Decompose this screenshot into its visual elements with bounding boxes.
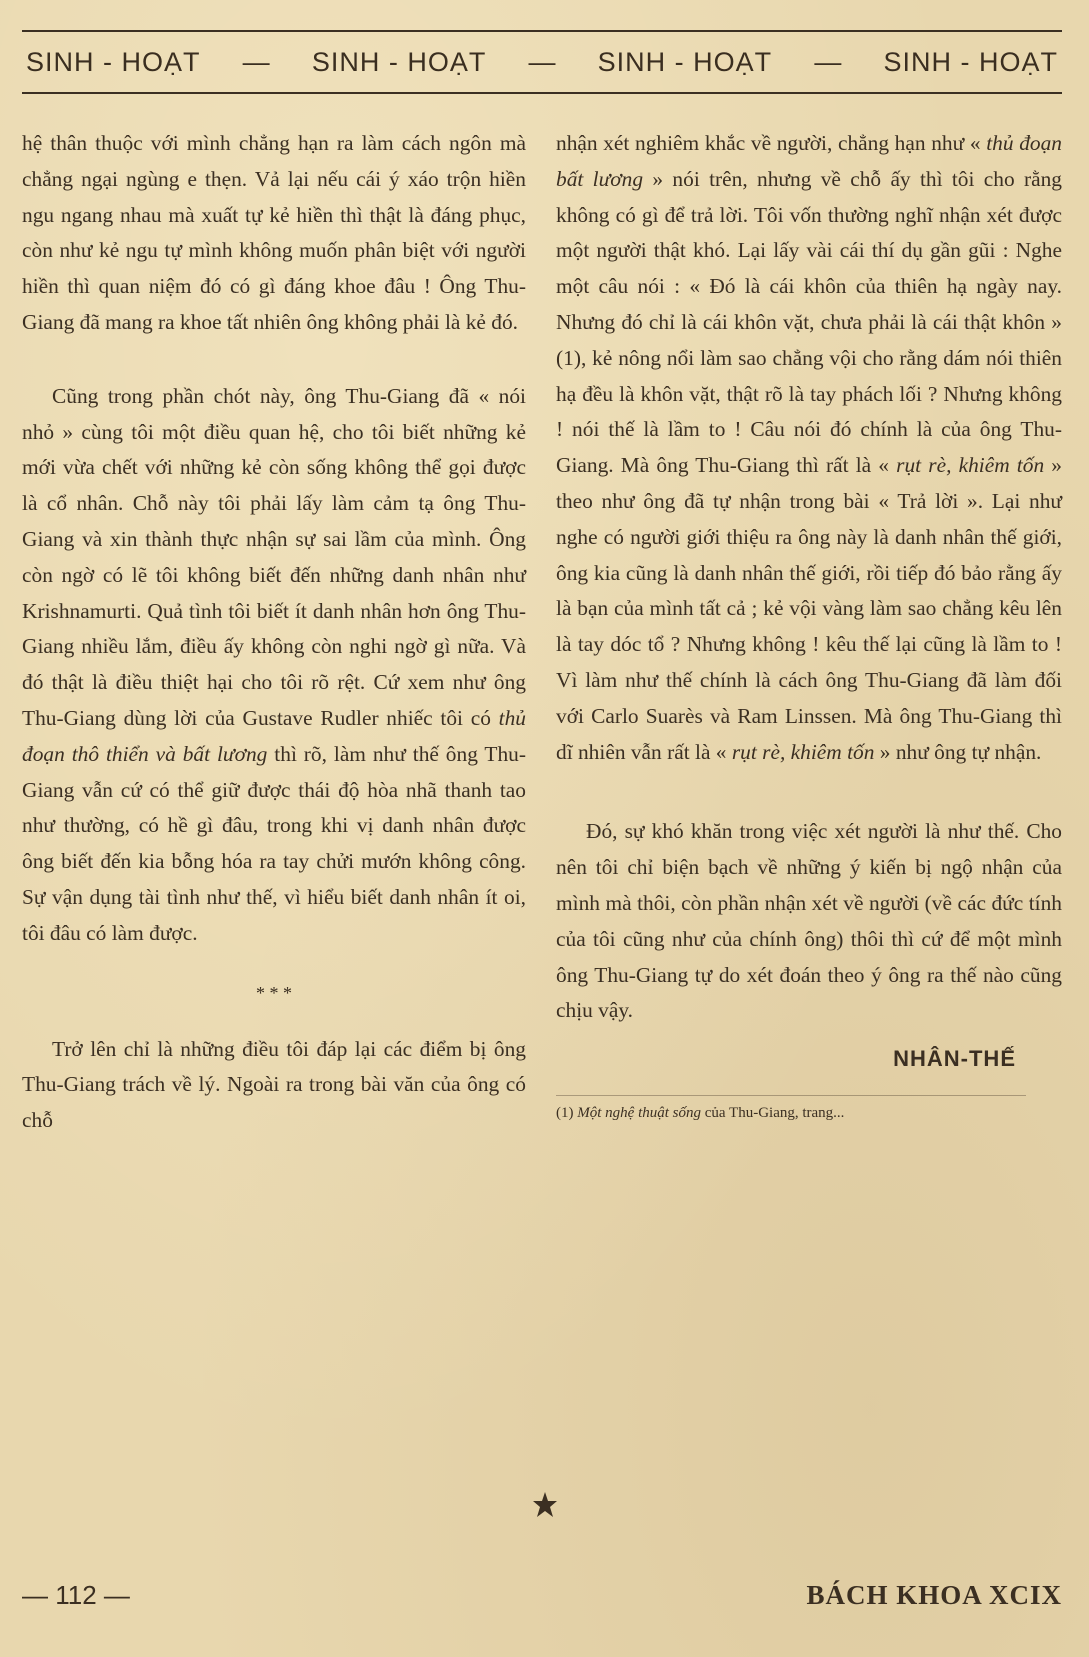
italic-quote: rụt rè, khiêm tốn xyxy=(731,739,875,764)
header-separator: — xyxy=(528,46,556,77)
paragraph: hệ thân thuộc với mình chẳng hạn ra làm cách ngôn mà chẳng ngại ngùng e thẹn. Vả lại nếu cái ý xáo trộn hiền ngu ngang nhau mà xuất tự kẻ hiền thì thật là đáng phục, còn như kẻ ngu tự mình không muốn phân biệt với người hiền thì quan niệm đó có gì đáng khoe đâu ! Ông Thu-Giang đã mang ra khoe tất nhiên ông không phải là kẻ đó. xyxy=(22,131,526,334)
italic-quote: rụt rè, khiêm tốn xyxy=(896,453,1045,478)
section-separator: * * * xyxy=(256,982,292,1003)
italic-quote: thủ đoạn thô thiển và bất lương xyxy=(22,705,526,766)
left-column xyxy=(22,126,526,1139)
paragraph xyxy=(556,126,1062,770)
header-segment: SINH - HOẠT xyxy=(597,46,773,77)
page-number: — 112 — xyxy=(22,1580,130,1610)
paragraph-text: Cũng trong phần chót này, ông Thu-Giang đã « nói nhỏ » cùng tôi một điều quan hệ, cho tôi biết những kẻ mới vừa chết với những kẻ còn sống không thể gọi được là cổ nhân. Chỗ này tôi phải lấy làm cảm tạ ông Thu-Giang và xin thành thực nhận sự sai lầm của mình. Ông còn ngờ có lẽ tôi không biết đến những danh nhân như Krishnamurti. Quả tình tôi biết ít danh nhân hơn ông Thu-Giang nhiều lắm, điều ấy không còn nghi ngờ gì nữa. Và đó thật là điều thiệt hại cho tôi rõ rệt. Cứ xem như ông Thu-Giang dùng lời của Gustave Rudler nhiếc tôi có xyxy=(22,383,526,730)
magazine-name: BÁCH KHOA XCIX xyxy=(806,1580,1062,1610)
running-header xyxy=(22,30,1062,94)
paragraph xyxy=(22,379,526,952)
italic-quote: thủ đoạn bất lương xyxy=(556,131,1062,191)
footnote xyxy=(556,1095,1026,1124)
paragraph: Đó, sự khó khăn trong việc xét người là như thế. Cho nên tôi chỉ biện bạch về những ý kiến bị ngộ nhận của mình mà thôi, còn phần nhận xét về người (về các đức tính của tôi cũng như của chính ông) thôi thì cứ để một mình ông Thu-Giang tự do xét đoán theo ý ông ra thế nào cũng chịu vậy. xyxy=(556,819,1062,1023)
paragraph-text: » nói trên, nhưng về chỗ ấy thì tôi cho rằng không có gì để trả lời. Tôi vốn thường nghĩ nhận xét được một người thật khó. Lại lấy vài cái thí dụ gần gũi : Nghe một câu nói : « Đó là cái khôn của thiên hạ ngày nay. Nhưng đó chỉ là cái khôn vặt, chưa phải là cái thật khôn » (1), kẻ nông nổi làm sao chẳng vội cho rằng dám nói thiên hạ đều là khôn vặt, thật rõ là tay phách lối ? Nhưng không ! nói thế là lầm to ! Câu nói đó chính là của ông Thu-Giang. Mà ông Thu-Giang thì rất là « xyxy=(556,166,1062,478)
right-column xyxy=(556,126,1062,1124)
footnote-number: (1) xyxy=(556,1105,578,1122)
author-signature: NHÂN-THẾ xyxy=(893,1046,1016,1072)
footnote-title: Một nghệ thuật sống xyxy=(577,1105,701,1122)
paragraph-text: nhận xét nghiêm khắc về người, chẳng hạn như « xyxy=(556,131,987,155)
paragraph-text: » như ông tự nhận. xyxy=(874,739,1042,764)
header-segment: SINH - HOẠT xyxy=(883,46,1058,77)
header-separator: — xyxy=(814,46,842,77)
star-ornament-icon xyxy=(530,1490,560,1520)
footnote-text: của Thu-Giang, trang... xyxy=(701,1105,845,1122)
header-segment: SINH - HOẠT xyxy=(26,46,201,77)
header-separator: — xyxy=(242,46,270,77)
paragraph-text: » theo như ông đã tự nhận trong bài « Trả lời ». Lại như nghe có người giới thiệu ra ông này là danh nhân thế giới, ông kia cũng là danh nhân thế giới, rồi tiếp đó bảo rằng ấy là bạn của mình tất cả ; kẻ vội vàng làm sao chẳng kêu lên là tay dóc tổ ? Nhưng không ! kêu thế lại cũng là lầm to ! Vì làm như thế chính là cách ông Thu-Giang đã làm đối với Carlo Suarès và Ram Linssen. Mà ông Thu-Giang thì dĩ nhiên vẫn rất là « xyxy=(556,453,1062,764)
header-segment: SINH - HOẠT xyxy=(311,46,487,77)
paragraph-text: thì rõ, làm như thế ông Thu-Giang vẫn cứ có thể giữ được thái độ hòa nhã thanh tao như thường, có hề gì đâu, trong khi vị danh nhân được ông biết đến kia bỗng hóa ra tay chửi mướn không công. Sự vận dụng tài tình như thế, vì hiểu biết danh nhân ít oi, tôi đâu có làm được. xyxy=(22,741,526,945)
paragraph: Trở lên chỉ là những điều tôi đáp lại các điểm bị ông Thu-Giang trách về lý. Ngoài ra trong bài văn của ông có chỗ xyxy=(22,1036,526,1133)
